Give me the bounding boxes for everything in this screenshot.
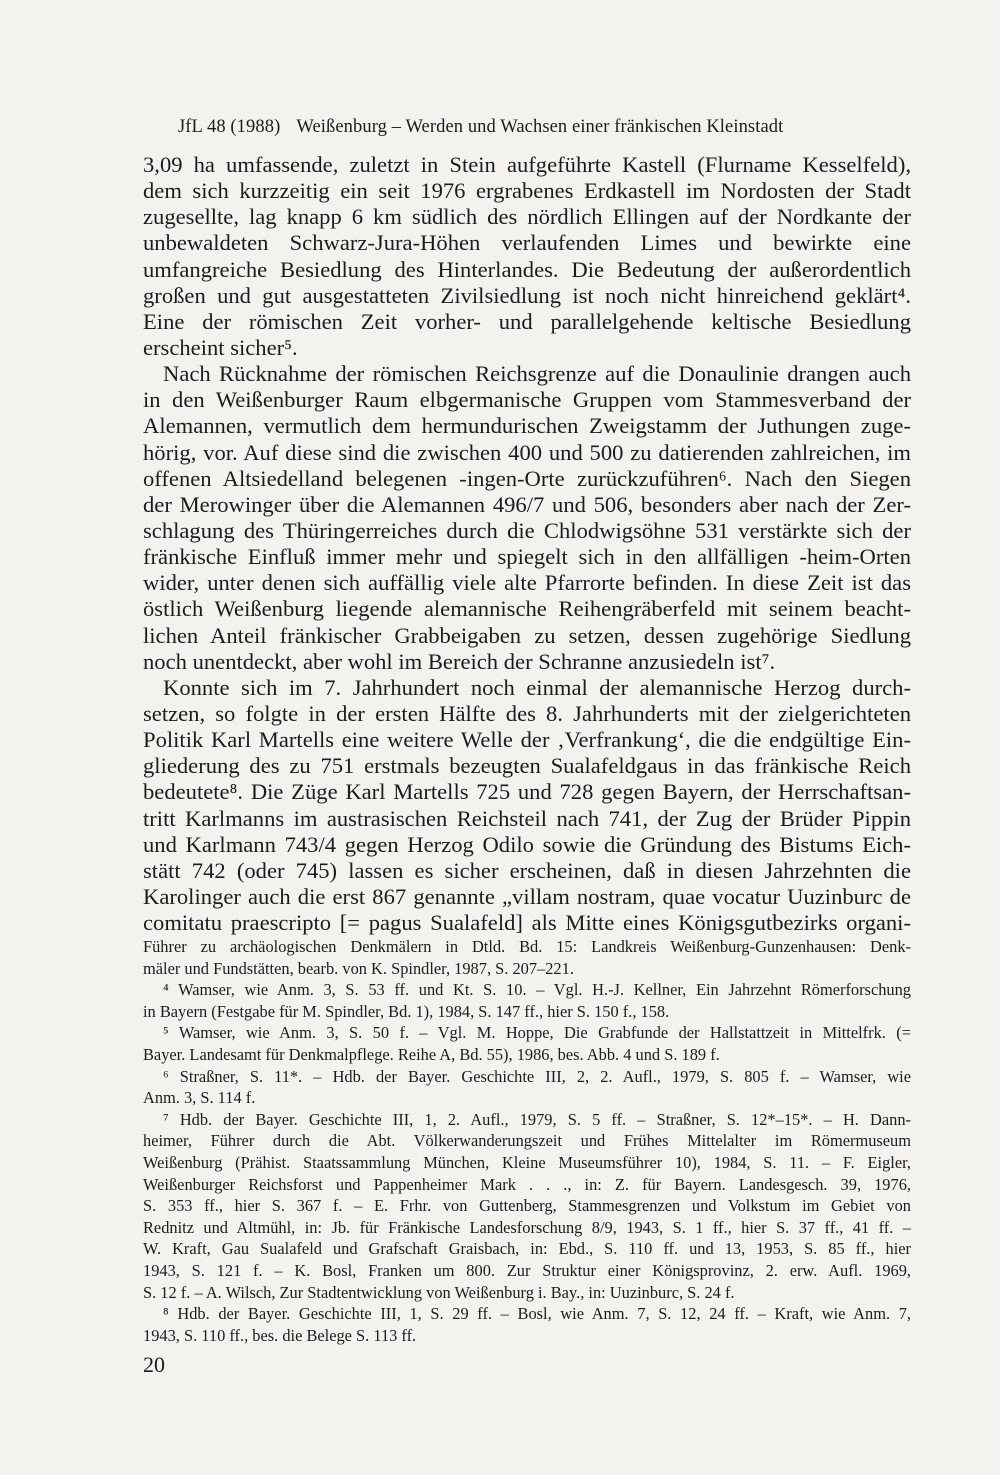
- footnote-line: 1943, S. 121 f. – K. Bosl, Franken um 800. Zur Struktur einer Königsprovinz, 2. erw. Aufl. 1969,: [143, 1260, 911, 1280]
- body-line: der Merowinger über die Alemannen 496/7 und 506, besonders aber nach der Zer-: [143, 491, 911, 517]
- footnotes: [143, 936, 911, 1346]
- body-text: [143, 152, 911, 936]
- body-line: gliederung des zu 751 erstmals bezeugten Sualafeldgaus in das fränkische Reich: [143, 753, 911, 779]
- page-number: 20: [143, 1352, 165, 1377]
- footnote-line: ⁷ Hdb. der Bayer. Geschichte III, 1, 2. Aufl., 1979, S. 5 ff. – Straßner, S. 12*–15*. – H. Dann-: [163, 1109, 911, 1129]
- footnote-line: W. Kraft, Gau Sualafeld und Grafschaft Graisbach, in: Ebd., S. 110 ff. und 13, 1953, S. 85 ff., hier: [143, 1239, 911, 1259]
- footnote-line: Anm. 3, S. 114 f.: [143, 1088, 256, 1108]
- body-line: comitatu praescripto [= pagus Sualafeld] als Mitte eines Königsgutbezirks organi-: [143, 910, 911, 936]
- running-title: Weißenburg – Werden und Wachsen einer fränkischen Kleinstadt: [296, 117, 784, 137]
- body-line: tritt Karlmanns im austrasischen Reichsteil nach 741, der Zug der Brüder Pippin: [143, 805, 911, 831]
- footnote-line: Weißenburger Reichsforst und Pappenheimer Mark . . ., in: Z. für Bayern. Landesgesch. 39, 1976,: [143, 1174, 911, 1194]
- body-line: schlagung des Thüringerreiches durch die Chlodwigsöhne 531 verstärkte sich der: [143, 517, 911, 543]
- footnote-line: 1943, S. 110 ff., bes. die Belege S. 113 ff.: [143, 1325, 417, 1345]
- body-line: offenen Altsiedelland belegenen -ingen-Orte zurückzuführen⁶. Nach den Siegen: [143, 465, 911, 491]
- body-line: dem sich kurzzeitig ein seit 1976 ergrabenes Erdkastell im Nordosten der Stadt: [143, 178, 911, 204]
- footnote-line: ⁵ Wamser, wie Anm. 3, S. 50 f. – Vgl. M. Hoppe, Die Grabfunde der Hallstattzeit in Mittelfrk. (=: [163, 1023, 911, 1043]
- running-header: [178, 117, 838, 138]
- body-line: hörig, vor. Auf diese sind die zwischen 400 und 500 zu datierenden zahlreichen, im: [143, 439, 911, 465]
- body-line: wider, unter denen sich auffällig viele alte Pfarrorte befinden. In diese Zeit ist das: [143, 570, 911, 596]
- body-line: noch unentdeckt, aber wohl im Bereich der Schranne anzusiedeln ist⁷.: [143, 648, 776, 674]
- body-line: Nach Rücknahme der römischen Reichsgrenze auf die Donaulinie drangen auch: [163, 361, 911, 387]
- footnote-line: heimer, Führer durch die Abt. Völkerwanderungszeit und Frühes Mittelalter im Römermuseum: [143, 1131, 911, 1151]
- footnote-line: S. 12 f. – A. Wilsch, Zur Stadtentwicklung von Weißenburg i. Bay., in: Uuzinburc, S. 24 f.: [143, 1282, 735, 1302]
- body-line: in den Weißenburger Raum elbgermanische Gruppen vom Stammesverband der: [143, 387, 911, 413]
- journal-reference: JfL 48 (1988): [178, 117, 281, 137]
- footnote-line: mäler und Fundstätten, bearb. von K. Spindler, 1987, S. 207–221.: [143, 958, 574, 978]
- footnote-line: in Bayern (Festgabe für M. Spindler, Bd. 1), 1984, S. 147 ff., hier S. 150 f., 158.: [143, 1001, 670, 1021]
- body-line: bedeutete⁸. Die Züge Karl Martells 725 und 728 gegen Bayern, der Herrschaftsan-: [143, 779, 911, 805]
- body-line: östlich Weißenburg liegende alemannische Reihengräberfeld mit seinem beacht-: [143, 596, 911, 622]
- body-line: stätt 742 (oder 745) lassen es sicher erscheinen, daß in diesen Jahrzehnten die: [143, 857, 911, 883]
- body-line: setzen, so folgte in der ersten Hälfte des 8. Jahrhunderts mit der zielgerichteten: [143, 700, 911, 726]
- footnote-line: S. 353 ff., hier S. 367 f. – E. Frhr. von Guttenberg, Stammesgrenzen und Volkstum im Gebiet von: [143, 1196, 911, 1216]
- footnote-line: ⁶ Straßner, S. 11*. – Hdb. der Bayer. Geschichte III, 2, 2. Aufl., 1979, S. 805 f. – Wamser, wie: [163, 1066, 911, 1086]
- body-line: Karolinger auch die erst 867 genannte „villam nostram, quae vocatur Uuzinburc de: [143, 883, 911, 909]
- body-line: erscheint sicher⁵.: [143, 334, 298, 360]
- body-line: unbewaldeten Schwarz-Jura-Höhen verlaufenden Limes und bewirkte eine: [143, 230, 911, 256]
- body-line: Eine der römischen Zeit vorher- und parallelgehende keltische Besiedlung: [143, 308, 911, 334]
- footnote-line: Weißenburg (Prähist. Staatssammlung München, Kleine Museumsführer 10), 1984, S. 11. – F. Eigler,: [143, 1152, 911, 1172]
- footnote-line: ⁴ Wamser, wie Anm. 3, S. 53 ff. und Kt. S. 10. – Vgl. H.-J. Kellner, Ein Jahrzehnt Römerforschung: [163, 980, 911, 1000]
- body-line: Konnte sich im 7. Jahrhundert noch einmal der alemannische Herzog durch-: [163, 674, 911, 700]
- footnote-line: Rednitz und Altmühl, in: Jb. für Fränkische Landesforschung 8/9, 1943, S. 1 ff., hier S. 37 ff., 41 ff. –: [143, 1217, 911, 1237]
- footnote-line: Führer zu archäologischen Denkmälern in Dtld. Bd. 15: Landkreis Weißenburg-Gunzenhausen: Denk-: [143, 937, 911, 956]
- body-line: und Karlmann 743/4 gegen Herzog Odilo sowie die Gründung des Bistums Eich-: [143, 831, 911, 857]
- body-line: zugesellte, lag knapp 6 km südlich des nördlich Ellingen auf der Nordkante der: [143, 204, 911, 230]
- body-line: fränkische Einfluß immer mehr und spiegelt sich in den allfälligen -heim-Orten: [143, 544, 911, 570]
- footnote-line: Bayer. Landesamt für Denkmalpflege. Reihe A, Bd. 55), 1986, bes. Abb. 4 und S. 189 f.: [143, 1044, 720, 1064]
- body-line: lichen Anteil fränkischer Grabbeigaben zu setzen, dessen zugehörige Siedlung: [143, 622, 911, 648]
- body-line: 3,09 ha umfassende, zuletzt in Stein aufgeführte Kastell (Flurname Kesselfeld),: [143, 152, 911, 177]
- body-line: Alemannen, vermutlich dem hermundurischen Zweigstamm der Juthungen zuge-: [143, 413, 911, 439]
- body-line: großen und gut ausgestatteten Zivilsiedlung ist noch nicht hinreichend geklärt⁴.: [143, 282, 911, 308]
- body-line: umfangreiche Besiedlung des Hinterlandes. Die Bedeutung der außerordentlich: [143, 256, 911, 282]
- footnote-line: ⁸ Hdb. der Bayer. Geschichte III, 1, S. 29 ff. – Bosl, wie Anm. 7, S. 12, 24 ff. – Kraft, wie Anm. 7,: [163, 1304, 911, 1324]
- body-line: Politik Karl Martells eine weitere Welle der ‚Verfrankung‘, die die endgültige Ein-: [143, 727, 911, 753]
